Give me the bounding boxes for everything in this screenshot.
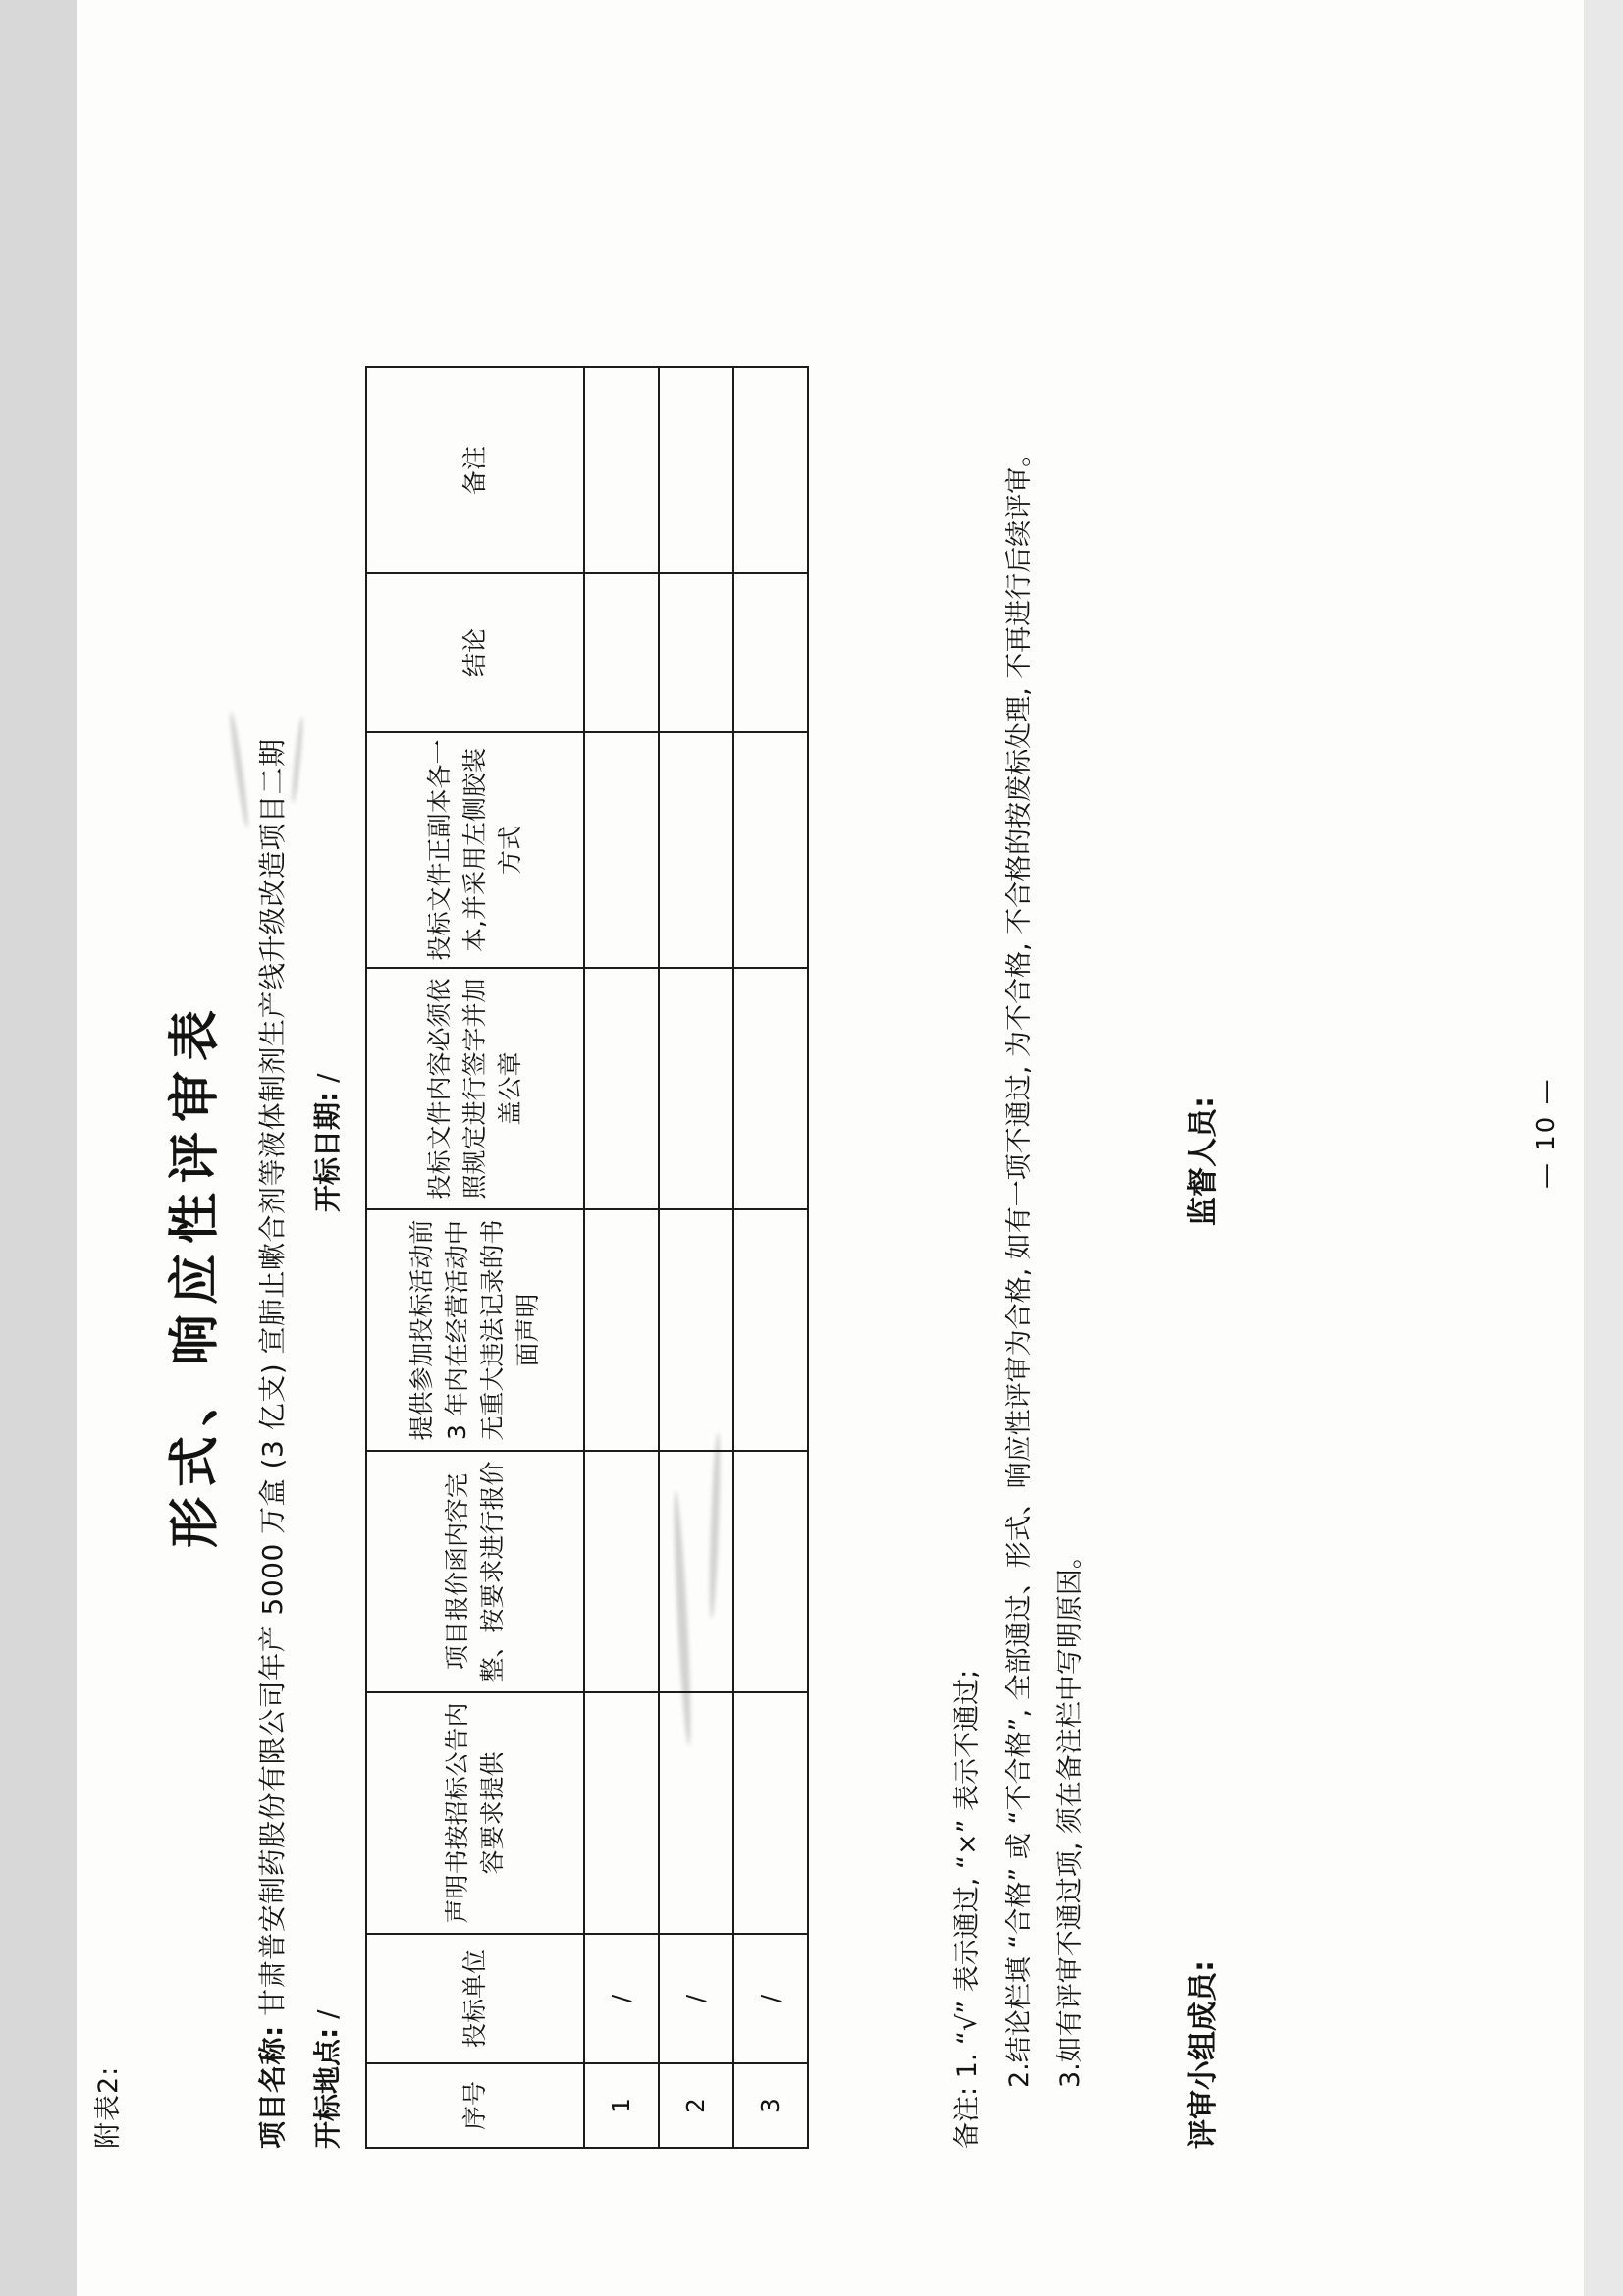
bid-date-line	[306, 1073, 346, 1212]
col-header-signature-seal: 投标文件内容必须依照规定进行签字并加盖公章	[366, 968, 584, 1209]
cell-seq: 3	[733, 2063, 808, 2148]
reviewers-signature-label: 评审小组成员:	[1186, 1960, 1220, 2149]
cell-quotation	[733, 1451, 808, 1692]
project-name-label: 项目名称:	[256, 2025, 289, 2149]
cell-signature-seal	[659, 968, 733, 1209]
notes-item-3: 3.如有评审不通过项, 须在备注栏中写明原因。	[1055, 1542, 1087, 2088]
bid-date-value: /	[311, 1073, 344, 1083]
ink-smudge	[290, 716, 304, 804]
cell-seq: 1	[584, 2063, 659, 2148]
col-header-seq: 序号	[366, 2063, 584, 2148]
table-header-row	[366, 367, 584, 2148]
cell-conclusion	[733, 573, 808, 732]
cell-quotation	[659, 1451, 733, 1692]
col-header-quotation: 项目报价函内容完整、按要求进行报价	[366, 1451, 584, 1692]
notes-item-1: 1. “√” 表示通过, “×” 表示不通过;	[952, 1669, 983, 2079]
cell-signature-seal	[733, 968, 808, 1209]
project-name-line	[251, 738, 291, 2149]
table-row	[584, 367, 659, 2148]
cell-binding	[584, 732, 659, 968]
cell-unit: /	[584, 1934, 659, 2063]
cell-no-violation	[733, 1209, 808, 1451]
supervisor-signature-label: 监督人员:	[1186, 1096, 1220, 1226]
cell-binding	[733, 732, 808, 968]
cell-statement	[733, 1692, 808, 1934]
ink-smudge	[228, 711, 251, 828]
cell-unit: /	[659, 1934, 733, 2063]
table-row	[733, 367, 808, 2148]
col-header-conclusion: 结论	[366, 573, 584, 732]
project-name-value: 甘肃普安制药股份有限公司年产 5000 万盒 (3 亿支) 宣肺止嗽合剂等液体制剂生产线升级改造项目二期	[256, 738, 289, 2016]
cell-quotation	[584, 1451, 659, 1692]
col-header-no-violation: 提供参加投标活动前 3 年内在经营活动中无重大违法记录的书面声明	[366, 1209, 584, 1451]
bid-date-label: 开标日期:	[311, 1091, 344, 1212]
cell-signature-seal	[584, 968, 659, 1209]
col-header-statement: 声明书按招标公告内容要求提供	[366, 1692, 584, 1934]
cell-unit: /	[733, 1934, 808, 2063]
bid-place-value: /	[311, 2009, 344, 2019]
cell-seq: 2	[659, 2063, 733, 2148]
cell-binding	[659, 732, 733, 968]
review-table	[365, 366, 809, 2149]
cell-conclusion	[659, 573, 733, 732]
notes-item-2: 2.结论栏填 “合格” 或 “不合格”, 全部通过、形式、响应性评审为合格, 如有一项不通过, 为不合格, 不合格的按废标处理, 不再进行后续评审。	[1003, 440, 1035, 2088]
notes-line-1	[943, 500, 995, 2149]
cell-conclusion	[584, 573, 659, 732]
table-header	[366, 367, 584, 2148]
cell-note	[733, 367, 808, 573]
cell-statement	[659, 1692, 733, 1934]
bid-place-line	[306, 2009, 346, 2149]
cell-statement	[584, 1692, 659, 1934]
page-number: — 10 —	[1532, 1077, 1561, 1189]
notes-block	[943, 440, 1098, 2149]
bid-place-label: 开标地点:	[311, 2027, 344, 2149]
col-header-unit: 投标单位	[366, 1934, 584, 2063]
page-title: 形式、响应性评审表	[166, 999, 225, 1548]
cell-no-violation	[659, 1209, 733, 1451]
col-header-binding: 投标文件正副本各一本,并采用左侧胶装方式	[366, 732, 584, 968]
col-header-note: 备注	[366, 367, 584, 573]
table-body	[584, 367, 808, 2148]
notes-title: 备注:	[952, 2086, 983, 2149]
cell-no-violation	[584, 1209, 659, 1451]
attachment-label: 附表2:	[93, 2065, 124, 2149]
table-row	[659, 367, 733, 2148]
cell-note	[584, 367, 659, 573]
cell-note	[659, 367, 733, 573]
